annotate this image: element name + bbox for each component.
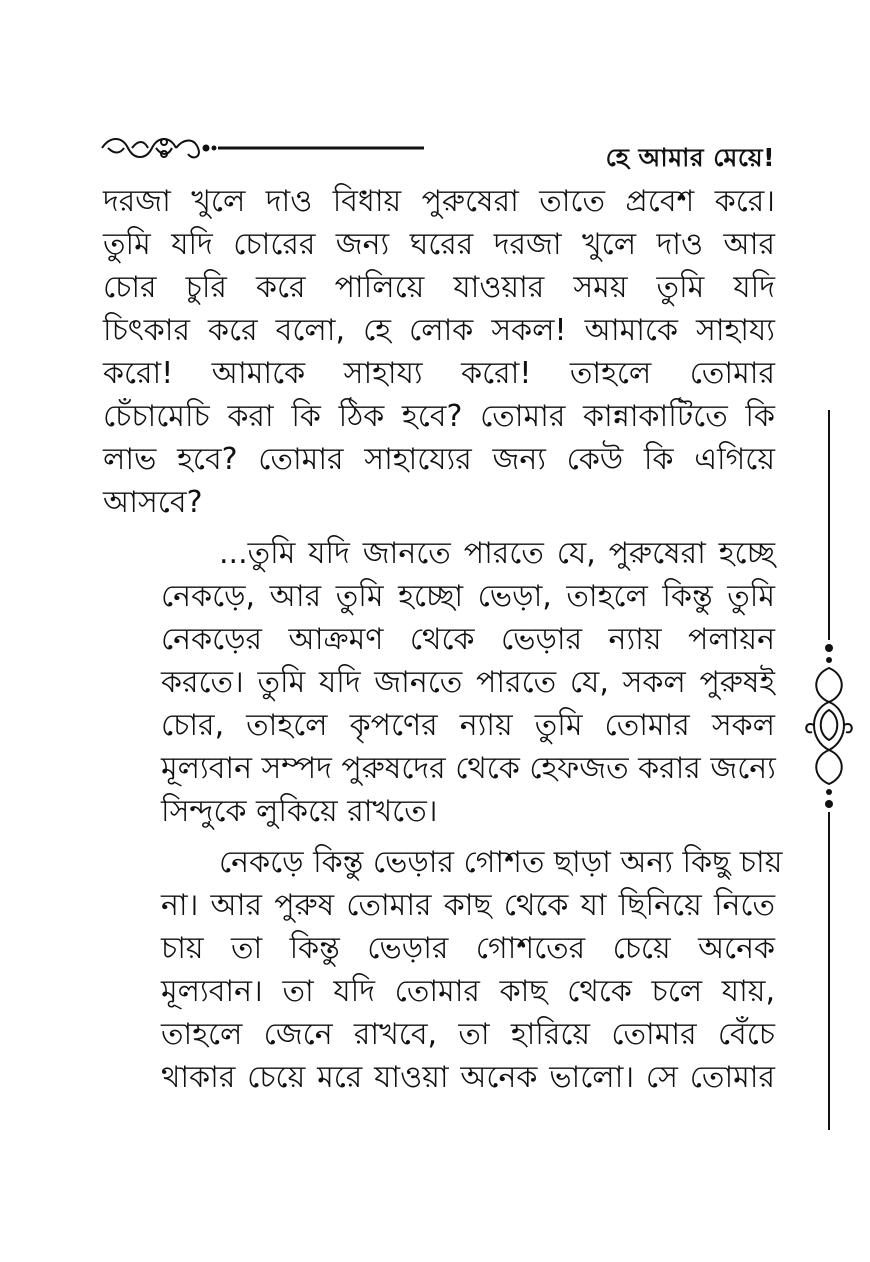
running-header-title: হে আমার মেয়ে! <box>605 143 775 172</box>
paragraph-3 <box>103 841 783 1099</box>
text-line: তাহলে জেনে রাখবে, তা হারিয়ে তোমার বেঁচে <box>161 1017 775 1052</box>
text-line: করো! আমাকে সাহায্য করো! তাহলে তোমার <box>103 356 775 391</box>
text-line: সিন্দুকে লুকিয়ে রাখতে। <box>161 794 438 829</box>
text-line: মূল্যবান সম্পদ পুরুষদের থেকে হেফজত করার জন্যে <box>161 751 776 786</box>
side-vertical-ornament <box>804 410 864 1130</box>
header-flourish-ornament <box>98 128 428 168</box>
body-text <box>103 180 783 1099</box>
text-line: না। আর পুরুষ তোমার কাছ থেকে যা ছিনিয়ে নিতে <box>161 888 775 923</box>
text-line: চায় তা কিন্তু ভেড়ার গোশতের চেয়ে অনেক <box>161 931 775 966</box>
paragraph-1 <box>103 180 775 524</box>
text-line: চিৎকার করে বলো, হে লোক সকল! আমাকে সাহায্য <box>103 313 775 348</box>
text-line: নেকড়ের আক্রমণ থেকে ভেড়ার ন্যায় পলায়ন <box>161 622 775 657</box>
text-line: ...তুমি যদি জানতে পারতে যে, পুরুষেরা হচ্ছে <box>219 536 775 571</box>
paragraph-2 <box>103 532 775 833</box>
text-line: মূল্যবান। তা যদি তোমার কাছ থেকে চলে যায়, <box>161 974 775 1009</box>
text-line: লাভ হবে? তোমার সাহায্যের জন্য কেউ কি এগিয়ে <box>103 442 775 477</box>
text-line: আসবে? <box>103 485 203 520</box>
text-line: করতে। তুমি যদি জানতে পারতে যে, সকল পুরুষই <box>161 665 775 700</box>
text-line: নেকড়ে, আর তুমি হচ্ছো ভেড়া, তাহলে কিন্তু তুমি <box>161 579 775 614</box>
text-line: তুমি যদি চোরের জন্য ঘরের দরজা খুলে দাও আর <box>103 227 775 262</box>
text-line: নেকড়ে কিন্তু ভেড়ার গোশত ছাড়া অন্য কিছু চায় <box>219 845 783 880</box>
text-line: দরজা খুলে দাও বিধায় পুরুষেরা তাতে প্রবেশ করে। <box>103 184 775 219</box>
text-line: থাকার চেয়ে মরে যাওয়া অনেক ভালো। সে তোমার <box>161 1060 775 1095</box>
text-line: চোর, তাহলে কৃপণের ন্যায় তুমি তোমার সকল <box>161 708 775 743</box>
text-line: চেঁচামেচি করা কি ঠিক হবে? তোমার কান্নাকাটিতে কি <box>103 399 775 434</box>
text-line: চোর চুরি করে পালিয়ে যাওয়ার সময় তুমি যদি <box>103 270 775 305</box>
